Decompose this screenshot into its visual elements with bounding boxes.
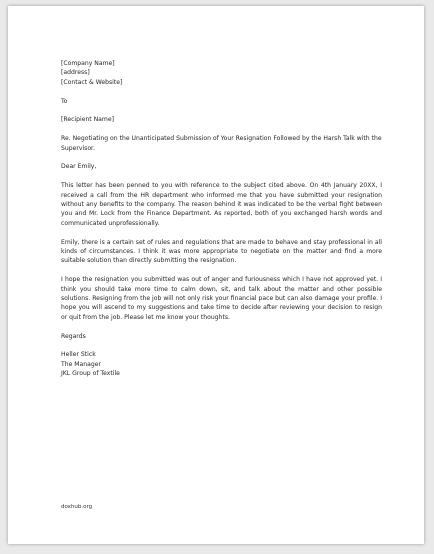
signature-company: JKL Group of Textile <box>61 370 120 378</box>
signature-block <box>61 350 382 378</box>
letter-body <box>61 59 382 379</box>
signature-title: The Manager <box>61 360 101 368</box>
to-label: To <box>61 97 68 105</box>
sender-company: [Company Name] <box>61 60 115 67</box>
closing: Regards <box>61 332 86 340</box>
paragraph-2: Emily, there is a certain set of rules and regulations that are made to behave and stay professional in all kinds of circumstances. I think it was more appropriate to negotiate on the matter and find a more suitable solution than directly submitting the resignation. <box>61 238 382 265</box>
sender-block <box>61 59 382 87</box>
footer-source: doxhub.org <box>61 504 93 510</box>
sender-address: [address] <box>61 69 90 77</box>
signature-name: Heller Stick <box>61 351 96 359</box>
paragraph-3: I hope the resignation you submitted was out of anger and furiousness which I have not approved yet. I think you should take more time to calm down, sit, and talk about the matter and other possible solutions. Resigning from the job will not only risk your financial pace but can also damage your profile. I hope you will ascend to my suggestions and take time to decide after reviewing your decision to resign or quit from the job. Please let me know your thoughts. <box>61 276 382 321</box>
subject-line: Re. Negotiating on the Unanticipated Submission of Your Resignation Followed by the Harsh Talk with the Supervisor. <box>61 135 382 152</box>
recipient-name: [Recipient Name] <box>61 116 114 124</box>
sender-contact: [Contact & Website] <box>61 78 123 86</box>
salutation: Dear Emily, <box>61 163 97 171</box>
paragraph-1: This letter has been penned to you with reference to the subject cited above. On 4th January 20XX, I received a call from the HR department who informed me that you have submitted your resignation without any benefits to the company. The reason behind it was indicated to be the verbal fight between you and Mr. Lock from the Finance Department. As reported, both of you exchanged harsh words and communicated unprofessionally. <box>61 182 382 227</box>
letter-page <box>8 6 424 544</box>
